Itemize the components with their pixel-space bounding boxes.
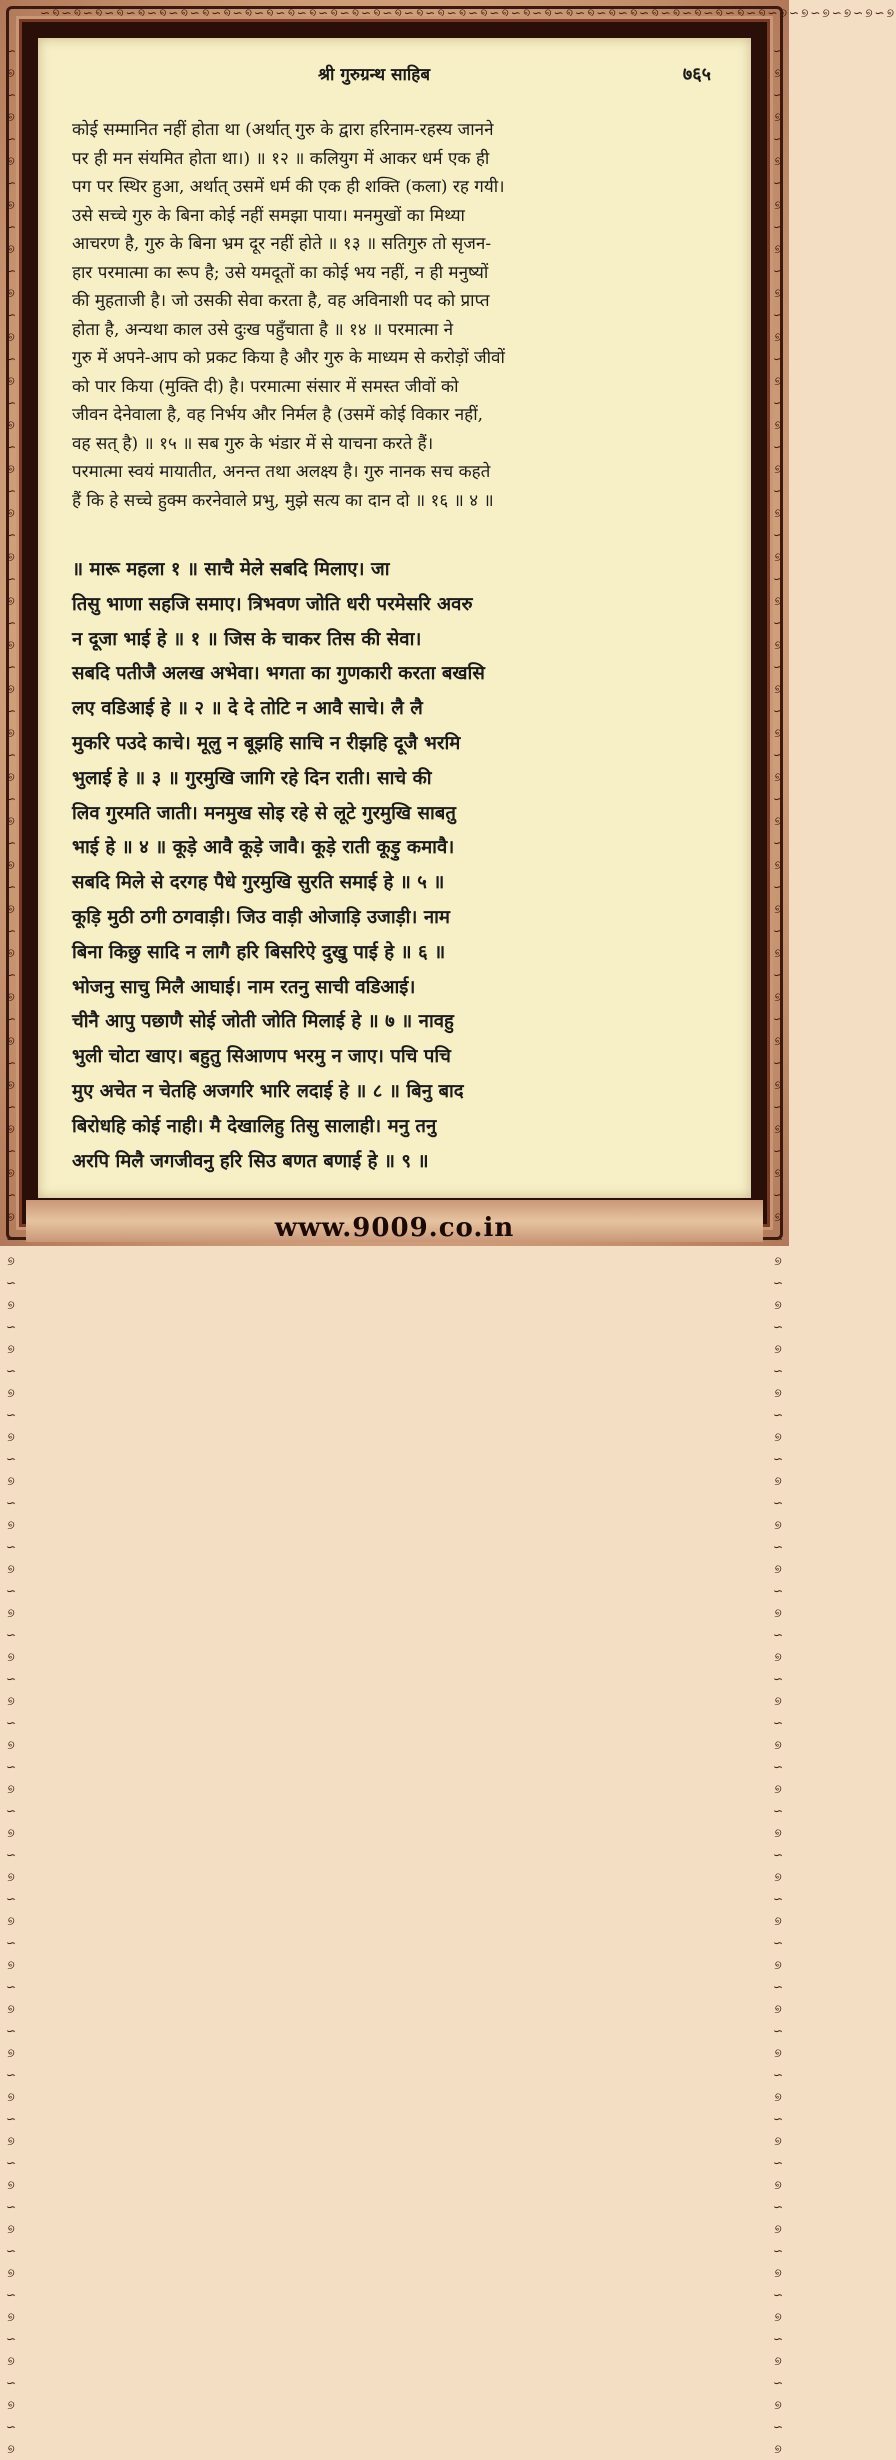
hymn-line: चीनै आपु पछाणै सोई जोती जोति मिलाई हे ॥ ७ ॥ नावहु	[72, 1011, 454, 1033]
hymn-line: कूड़ि मुठी ठगी ठगवाड़ी। जिउ वाड़ी ओजाड़ि उजाड़ी। नाम	[72, 906, 450, 928]
hymn-line: मुकरि पउदे काचे। मूलु न बूझहि साचि न रीझहि दूजै भरमि	[72, 732, 461, 754]
hymn-line: मुए अचेत न चेतहि अजगरि भारि लदाई हे ॥ ८ ॥ बिनु बाद	[72, 1080, 464, 1102]
hymn-line: भुलाई हे ॥ ३ ॥ गुरमुखि जागि रहे दिन राती। साचे की	[72, 767, 432, 789]
left-flourish-border: ∽୭∽୭∽୭∽୭∽୭∽୭∽୭∽୭∽୭∽୭∽୭∽୭∽୭∽୭∽୭∽୭∽୭∽୭∽୭∽୭∽୭∽୭∽୭∽୭∽୭∽୭∽୭∽୭∽୭∽୭∽୭∽୭∽୭∽୭∽୭∽୭∽୭∽୭∽୭∽୭∽୭∽୭∽୭∽୭∽୭∽୭∽୭∽୭∽୭∽୭∽୭∽୭∽୭∽୭∽୭	[5, 44, 17, 2456]
hymn-line: सबदि पतीजै अलख अभेवा। भगता का गुणकारी करता बखसि	[72, 663, 485, 685]
hymn-text	[72, 553, 718, 1179]
page-header	[38, 62, 751, 92]
top-flourish-border: ∽୭∽୭∽୭∽୭∽୭∽୭∽୭∽୭∽୭∽୭∽୭∽୭∽୭∽୭∽୭∽୭∽୭∽୭∽୭∽୭∽୭∽୭∽୭∽୭∽୭∽୭∽୭∽୭∽୭∽୭∽୭∽୭∽୭∽୭∽୭∽୭∽୭∽୭∽୭∽୭	[40, 6, 896, 20]
book-title: श्री गुरुग्रन्थ साहिब	[318, 65, 431, 85]
hymn-line: भुली चोटा खाए। बहुतु सिआणप भरमु न जाए। पचि पचि	[72, 1046, 451, 1068]
hymn-line: भाई हे ॥ ४ ॥ कूड़े आवै कूड़े जावै। कूड़े राती कूड़ु कमावै।	[72, 837, 455, 859]
scripture-page	[38, 38, 751, 1198]
hymn-line: लए वडिआई हे ॥ २ ॥ दे दे तोटि न आवै साचे। लै लै	[72, 698, 423, 720]
translation-line: परमात्मा स्वयं मायातीत, अनन्त तथा अलक्ष्य है। गुरु नानक सच कहते	[72, 462, 491, 482]
hymn-line: बिरोधहि कोई नाही। मै देखालिहु तिसु सालाही। मनु तनु	[72, 1115, 437, 1137]
translation-line: होता है, अन्यथा काल उसे दुःख पहुँचाता है ॥ १४ ॥ परमात्मा ने	[72, 319, 454, 340]
translation-line: उसे सच्चे गुरु के बिना कोई नहीं समझा पाया। मनमुखों का मिथ्या	[72, 205, 465, 226]
hymn-line: तिसु भाणा सहजि समाए। त्रिभवण जोति धरी परमेसरि अवरु	[72, 593, 473, 615]
translation-line: पर ही मन संयमित होता था।) ॥ १२ ॥ कलियुग में आकर धर्म एक ही	[72, 148, 490, 169]
hymn-line: बिना किछु सादि न लागै हरि बिसरिऐ दुखु पाई हे ॥ ६ ॥	[72, 941, 446, 963]
translation-line: पग पर स्थिर हुआ, अर्थात् उसमें धर्म की एक ही शक्ति (कला) रह गयी।	[72, 177, 505, 197]
translation-text	[72, 116, 718, 515]
translation-line: की मुहताजी है। जो उसकी सेवा करता है, वह अविनाशी पद को प्राप्त	[72, 291, 490, 311]
translation-line: को पार किया (मुक्ति दी) है। परमात्मा संसार में समस्त जीवों को	[72, 376, 459, 397]
translation-line: वह सत् है) ॥ १५ ॥ सब गुरु के भंडार में से याचना करते हैं।	[72, 433, 434, 454]
hymn-line: लिव गुरमति जाती। मनमुख सोइ रहे से लूटे गुरमुखि साबतु	[72, 802, 456, 824]
website-link[interactable]: www.9009.co.in	[274, 1213, 515, 1243]
hymn-line: अरपि मिलै जगजीवनु हरि सिउ बणत बणाई हे ॥ ९ ॥	[72, 1150, 429, 1172]
hymn-line: ॥ मारू महला १ ॥ साचै मेले सबदि मिलाए। जा	[72, 559, 390, 580]
page-number: ७६५	[682, 64, 711, 85]
translation-line: गुरु में अपने-आप को प्रकट किया है और गुरु के माध्यम से करोड़ों जीवों	[72, 348, 505, 368]
translation-line: जीवन देनेवाला है, वह निर्भय और निर्मल है (उसमें कोई विकार नहीं,	[72, 405, 483, 425]
hymn-line: न दूजा भाई हे ॥ १ ॥ जिस के चाकर तिस की सेवा।	[72, 628, 422, 650]
right-flourish-border: ∽୭∽୭∽୭∽୭∽୭∽୭∽୭∽୭∽୭∽୭∽୭∽୭∽୭∽୭∽୭∽୭∽୭∽୭∽୭∽୭∽୭∽୭∽୭∽୭∽୭∽୭∽୭∽୭∽୭∽୭∽୭∽୭∽୭∽୭∽୭∽୭∽୭∽୭∽୭∽୭∽୭∽୭∽୭∽୭∽୭∽୭∽୭∽୭∽୭∽୭∽୭∽୭∽୭∽୭∽୭	[772, 44, 784, 2456]
translation-line: कोई सम्मानित नहीं होता था (अर्थात् गुरु के द्वारा हरिनाम-रहस्य जानने	[72, 120, 494, 140]
hymn-line: सबदि मिले से दरगह पैधे गुरमुखि सुरति समाई हे ॥ ५ ॥	[72, 872, 445, 894]
translation-line: हैं कि हे सच्चे हुक्म करनेवाले प्रभु, मुझे सत्य का दान दो ॥ १६ ॥ ४ ॥	[72, 490, 494, 511]
hymn-line: भोजनु साचु मिलै आघाई। नाम रतनु साची वडिआई।	[72, 976, 416, 998]
translation-line: आचरण है, गुरु के बिना भ्रम दूर नहीं होते ॥ १३ ॥ सतिगुरु तो सृजन-	[72, 234, 492, 254]
translation-line: हार परमात्मा का रूप है; उसे यमदूतों का कोई भय नहीं, न ही मनुष्यों	[72, 262, 489, 283]
